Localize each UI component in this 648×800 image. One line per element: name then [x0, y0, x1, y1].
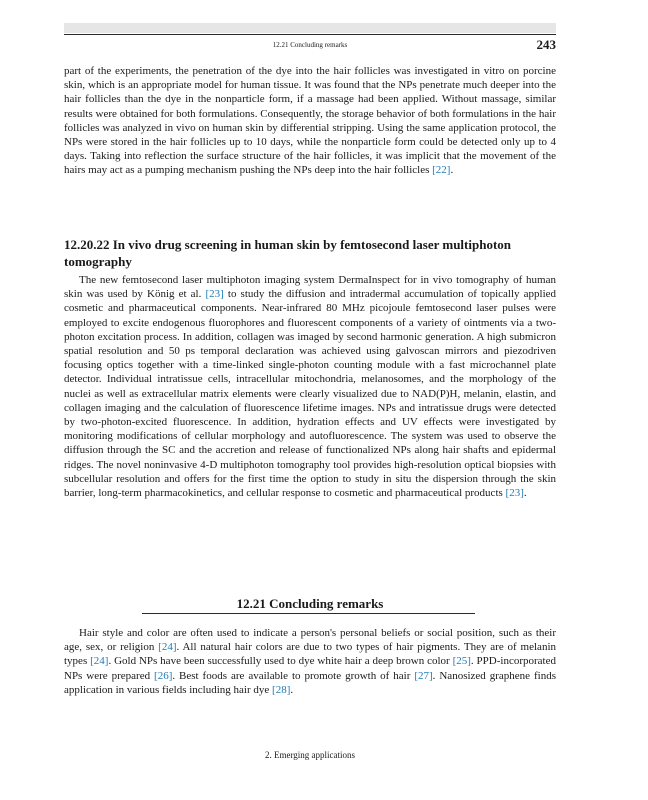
text-run: The new femtosecond laser multiphoton imaging system DermaInspect for in vivo tomography of human skin was used by König et al.: [64, 274, 556, 301]
paragraph-concluding: [64, 626, 556, 697]
citation-link[interactable]: [24]: [90, 655, 109, 668]
citation-link[interactable]: [23]: [505, 487, 524, 500]
text-run: .: [450, 164, 454, 177]
text-run: to study the diffusion and intradermal accumulation of topically applied cosmetic and pharmaceutical components. Near-infrared 80 MHz picojoule femtosecond laser pulses were employed to excite endogenous fluorophores and fluorescent components of a variety of ointments via a two-photon excitation process. In addition, collagen was imaged by second harmonic generation. A high submicron spatial resolution and 50 ps temporal declaration was achieved using galvoscan mirrors and piezodriven focusing optics together with a time-linked single-photon counting module with a fast microchannel plate detector. Individual intratissue cells, intracellular mitochondria, melanosomes, and the morphology of the nuclei as well as extracellular matrix elements were clearly visualized due to NAD(P)H, melanin, elastin, and collagen imaging and the calculation of fluorescence lifetime images. NPs and intratissue drugs were detected by two-photon-excited fluorescence. In addition, hydration effects and UV effects were investigated by monitoring modifications of cellular morphology and autofluorescence. The system was used to observe the diffusion through the SC and the accretion and release of functionalized NPs along hair shafts and epidermal ridges. The novel noninvasive 4-D multiphoton tomography tool provides high-resolution optical biopsies with subcellular resolution and offers for the first time the option to study in situ the dispersion through the skin barrier, long-term pharmacokinetics, and cellular response to cosmetic and pharmaceutical products: [64, 288, 557, 500]
citation-link[interactable]: [27]: [414, 669, 433, 682]
text-run: Hair style and color are often used to indicate a person's personal beliefs or social position, such as their age, sex, or religion: [64, 627, 556, 654]
citation-link[interactable]: [23]: [205, 288, 224, 301]
header-rule: [64, 34, 556, 35]
text-run: . PPD-incorporated NPs were prepared: [64, 655, 556, 682]
citation-link[interactable]: [26]: [154, 669, 173, 682]
citation-link[interactable]: [22]: [432, 164, 451, 177]
citation-link[interactable]: [24]: [158, 641, 177, 654]
section-rule: [142, 613, 475, 614]
citation-link[interactable]: [28]: [272, 683, 291, 696]
text-run: .: [523, 487, 527, 500]
running-title: 12.21 Concluding remarks: [272, 41, 348, 49]
text-run: .: [290, 683, 294, 696]
section-heading: 12.21 Concluding remarks: [236, 596, 384, 611]
text-run: part of the experiments, the penetration of the dye into the hair follicles was investigated in vitro on porcine skin, which is an appropriate model for human tissue. It was found that the NPs penetrate much deeper into the hair follicles than the dye in the nonparticle form, if a massage had been applied. Without massage, similar results were obtained for both formulations. Consequently, the storage behavior of both formulations in the hair follicles was analyzed in vivo on human skin by differential stripping. Using the same application protocol, the NPs were stored in the hair follicles up to 10 days, while the nonparticle form could be detected only up to 4 days. Taking into reflection the surface structure of the hair follicles, it was implicit that the movement of the hairs may act as a pumping mechanism pushing the NPs deep into the hair follicles: [64, 65, 556, 177]
page-number: 243: [536, 37, 556, 52]
text-run: . Nanosized graphene finds application in various fields including hair dye: [64, 669, 556, 696]
text-run: . Gold NPs have been successfully used to dye white hair a deep brown color: [108, 655, 453, 668]
paragraph-continued: [64, 64, 556, 178]
header-band: [64, 23, 556, 33]
text-run: . All natural hair colors are due to two types of hair pigments. They are of melanin types: [64, 641, 556, 668]
footer-part-title: 2. Emerging applications: [264, 750, 356, 760]
text-run: . Best foods are available to promote growth of hair: [172, 669, 415, 682]
citation-link[interactable]: [25]: [452, 655, 471, 668]
subsection-heading: 12.20.22 In vivo drug screening in human skin by femtosecond laser multiphoton tomography: [64, 237, 512, 269]
paragraph-multiphoton: [64, 273, 556, 500]
